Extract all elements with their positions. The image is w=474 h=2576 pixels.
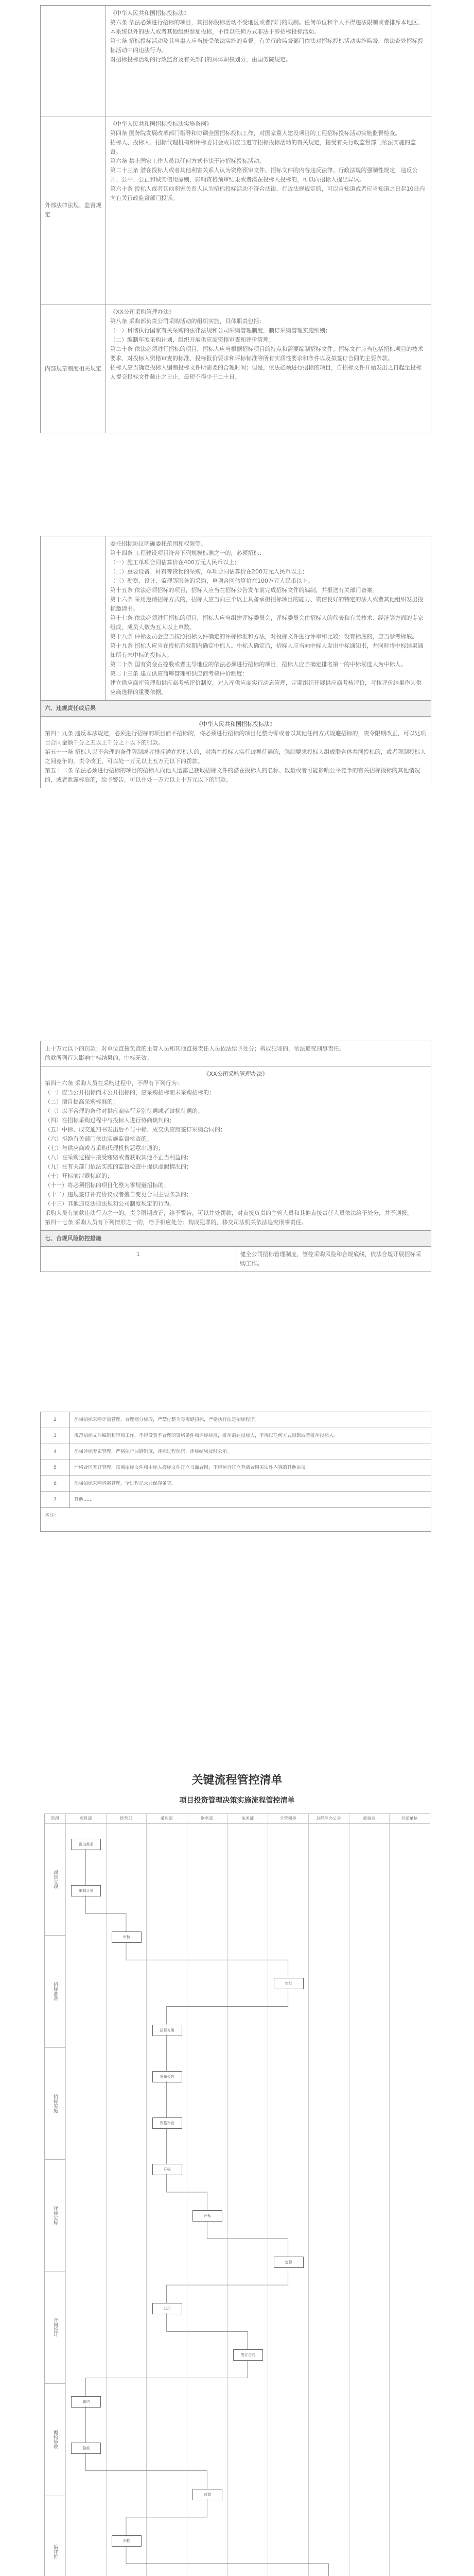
flowchart-title: 项目投资管理决策实施流程管控清单	[179, 1797, 295, 1805]
lane-header: 经营部	[106, 1814, 147, 1824]
clause-text: 委托招标协议明确委托范围和权限等。	[110, 540, 206, 547]
clause-text: （七）与供应商或者采购代理机构恶意串通的；	[45, 1145, 164, 1151]
measure-number: 7	[41, 1492, 70, 1508]
clause-text: 建立供应商库管理和供应商考核评价制度，对入库供应商实行动态管理，定期组织开展供应商考核评价，考核评价结果作为供应商选择的重要依据。	[110, 680, 422, 696]
lane-header: 法务部	[227, 1814, 268, 1824]
table-row	[41, 717, 431, 788]
regulation-table-section-2	[40, 536, 431, 788]
clause-text: 对招标投标活动的行政监督及有关部门的具体职权划分，由国务院规定。	[110, 56, 291, 63]
measure-text: 其他……	[70, 1492, 431, 1508]
clause-text: （四）在招标采购过程中与投标人进行协商谈判的；	[45, 1117, 175, 1124]
table-row	[41, 1460, 431, 1476]
flowchart-main-title: 关键流程管控清单	[191, 1774, 283, 1787]
flow-node: 审核	[112, 1931, 142, 1943]
lane-header: 董事会	[349, 1814, 390, 1824]
lane-header: 总经理办公会	[308, 1814, 349, 1824]
flow-connector	[207, 2221, 288, 2257]
measure-text: 加强招标采购计划管理，合理划分标段，严禁化整为零规避招标，严格执行法定招标程序。	[70, 1412, 431, 1428]
flow-node: 定标	[274, 2257, 304, 2268]
table-row	[41, 1508, 431, 1532]
clause-text: （五）中标、成交通知书发出后不与中标、成交供应商签订采购合同的；	[45, 1126, 226, 1133]
flow-node: 审批	[274, 1978, 304, 1989]
clause-text: 第十九条 招标人应当在投标有效期内确定中标人。中标人确定后，招标人应当向中标人发出中标通知书，并同时将中标结果通知所有未中标的投标人。	[110, 642, 424, 658]
flow-node: 提出需求	[71, 1839, 101, 1850]
table-row	[41, 536, 431, 701]
clause-text: 第八条 采购部负责公司采购活动的组织实施，具体职责包括：	[110, 318, 265, 325]
stage-label: 项目立项	[45, 1823, 65, 1936]
stage-label: 招标实施	[45, 2047, 65, 2160]
table-row	[41, 116, 431, 304]
clause-text: 第六条 禁止国家工作人员以任何方式非法干涉招标投标活动。	[110, 158, 265, 164]
table-row	[41, 1412, 431, 1428]
measure-number: 3	[41, 1428, 70, 1444]
row-content	[106, 304, 431, 433]
flow-connector	[85, 2453, 207, 2489]
table-row	[41, 1428, 431, 1444]
flow-connector	[167, 2174, 207, 2210]
stage-label: 后评价	[45, 2496, 65, 2576]
clause-text: 第四十九条 违反本法规定，必须进行招标的项目而不招标的，将必须进行招标的项目化整为零或者以其他任何方式规避招标的，责令限期改正，可以处项目合同金额千分之五以上千分之十以下的罚款。	[45, 730, 426, 746]
clause-text: 招标人、投标人、招标代理机构和评标委员会成员应当遵守招标投标活动的有关规定，接受有关行政监督部门依法实施的监督。	[110, 139, 416, 155]
clause-text: 第十六条 采用邀请招标方式的，招标人应当向三个以上具备承担招标项目的能力、资信良好的特定的法人或者其他组织发出投标邀请书。	[110, 596, 424, 612]
flow-node: 评标	[192, 2210, 222, 2222]
clause-text: 第十八条 评标委员会应当按照招标文件确定的评标标准和方法，对投标文件进行评审和比较；设有标底的，应当参考标底。	[110, 633, 418, 640]
lane-header: 阶段	[45, 1814, 65, 1824]
regulation-table	[40, 5, 431, 433]
clause-text: （六）拒绝有关部门依法实施监督检查的；	[45, 1136, 152, 1142]
lane-header: 外部单位	[389, 1814, 430, 1824]
clause-text: 第二十三条 潜在投标人或者其他利害关系人认为资格预审文件、招标文件的内容违反法律、行政法规的强制性规定，违反公开、公平、公正和诚实信用原则，影响资格预审结果或者潜在投标人投标的，可以向招标人提出异议。	[110, 167, 418, 183]
clause-text: 第二十条 国有资金占控股或者主导地位的依法必须进行招标的项目，招标人应当确定排名第一的中标候选人为中标人。	[110, 661, 407, 668]
flow-node: 发布公告	[152, 2071, 182, 2082]
flow-connector	[126, 2499, 207, 2535]
clause-text: 上十万元以下的罚款；对单位直接负责的主管人员和其他直接责任人员依法给予处分；构成犯罪的，依法追究刑事责任。	[45, 1045, 345, 1052]
flow-node: 招标方案	[152, 2025, 182, 2036]
row-content	[41, 717, 431, 788]
clause-text: （一）贯彻执行国家有关采购的法律法规和公司采购管理制度，制订采购管理实施细则；	[110, 327, 331, 334]
table-row	[41, 1041, 431, 1066]
measure-number: 6	[41, 1476, 70, 1492]
clause-text: 第十七条 依法必须进行招标的项目，招标人应当组建评标委员会，评标委员会由招标人的代表和有关技术、经济等方面的专家组成，成员人数为五人以上单数。	[110, 615, 424, 631]
clause-text: （二）重要设备、材料等货物的采购，单项合同估算价在200万元人民币以上；	[110, 568, 308, 575]
flow-node: 开标	[152, 2164, 182, 2175]
clause-text: （十一）将必须招标的项目化整为零规避招标的；	[45, 1182, 169, 1189]
flow-node: 验收	[71, 2443, 101, 2454]
clause-text: 前款所列行为影响中标结果的，中标无效。	[45, 1055, 152, 1061]
clause-text: （八）在采购过程中接受贿赂或者获取其他不正当利益的；	[45, 1154, 192, 1161]
clause-text: 采购人员有前款违法行为之一的，责令限期改正，给予警告，可以并处罚款，对直接负责的主管人员和其他直接责任人员依法给予处分，并予通报。	[45, 1210, 413, 1216]
flow-connector	[85, 1895, 126, 1931]
flow-node: 签订合同	[233, 2349, 263, 2361]
lane-header: 采购部	[146, 1814, 187, 1824]
measure-text: 加强评标专家管理，严格执行回避制度，评标过程保密，评标结果及时公示。	[70, 1444, 431, 1460]
measure-number: 5	[41, 1460, 70, 1476]
row-label: 外部法律法规、监督规定	[41, 116, 106, 304]
section-heading-row	[41, 701, 431, 717]
clause-text: 第四十七条 采购人员有下列情形之一的，给予相应处分；构成犯罪的，移交司法机关依法追究刑事责任。	[45, 1219, 307, 1226]
clause-text: 第二十条 依法必须进行招标的项目，招标人应当根据招标项目的特点和需要编制招标文件。招标文件应当包括招标项目的技术要求、对投标人资格审查的标准、投标报价要求和评标标准等所有实质性要求和条件以及拟签订合同的主要条款。	[110, 346, 424, 362]
clause-text: （三）勘察、设计、监理等服务的采购，单项合同估算价在100万元人民币以上。	[110, 578, 313, 584]
clause-text: 第十四条 工程建设项目符合下列规模标准之一的，必须招标：	[110, 550, 265, 556]
stage-label: 合同签订	[45, 2272, 65, 2384]
flow-node: 履约	[71, 2396, 101, 2408]
reg-title: 《XX公司采购管理办法》	[203, 1071, 268, 1077]
table-row	[41, 1492, 431, 1508]
clause-text: （二）擅自提高采购标准的；	[45, 1098, 118, 1105]
measure-text: 加强招标采购档案管理，全过程记录并保存备查。	[70, 1476, 431, 1492]
row-label: 内部规章制度相关规定	[41, 304, 106, 433]
clause-text: 第六条 依法必须进行招标的项目，其招标投标活动不受地区或者部门的限制。任何单位和个人不得违法限制或者排斥本地区、本系统以外的法人或者其他组织参加投标，不得以任何方式非法干涉招标投标活动。	[110, 19, 424, 35]
lane-header: 分管领导	[268, 1814, 308, 1824]
regulation-table-section-1	[40, 5, 431, 433]
process-flowchart	[44, 1814, 430, 2576]
clause-text: 第十五条 依法必须招标的项目，招标人应当在招标公告发布前完成招标文件的编制，并报送有关部门备案。	[110, 587, 378, 594]
row-content	[41, 1041, 431, 1066]
remark-label: 备注：	[41, 1508, 431, 1532]
clause-text: （二）编制年度采购计划，组织开展供应商资格审查和评价管理；	[110, 336, 274, 343]
row-content	[106, 6, 431, 116]
clause-text: 第五十一条 招标人以不合理的条件限制或者排斥潜在投标人的，对潜在投标人实行歧视待遇的，强制要求投标人组成联合体共同投标的，或者限制投标人之间竞争的，责令改正，可以处一万元以上五万元以下的罚款。	[45, 749, 426, 765]
law-title: 《中华人民共和国招标投标法》	[196, 721, 275, 727]
flow-connector	[126, 2546, 328, 2576]
clause-text: （三）以不合理的条件对供应商实行差别待遇或者歧视待遇的；	[45, 1108, 203, 1114]
stage-label: 评标定标	[45, 2159, 65, 2272]
flow-connector	[167, 2267, 288, 2303]
table-row	[41, 1247, 431, 1272]
table-row	[41, 1066, 431, 1231]
clause-text: 第六十条 投标人或者其他利害关系人认为招标投标活动不符合法律、行政法规规定的，可以自知道或者应当知道之日起10日内向有关行政监督部门投诉。	[110, 185, 425, 201]
clause-text: 招标人应当确定投标人编制投标文件所需要的合理时间；但是，依法必须进行招标的项目，自招标文件开始发出之日起至投标人提交投标文件截止之日止，最短不得少于二十日。	[110, 364, 422, 380]
table-row	[41, 1476, 431, 1492]
row-label	[41, 536, 106, 701]
table-row	[41, 1444, 431, 1460]
row-content	[106, 116, 431, 304]
clause-text: （十三）其他违反法律法规和公司制度规定的行为。	[45, 1200, 175, 1207]
lane-header: 财务部	[187, 1814, 227, 1824]
flow-node: 归档	[112, 2535, 142, 2547]
measure-text: 严格合同签订管理，按照招标文件和中标人投标文件订立书面合同，不得另行订立背离合同实质性内容的其他协议。	[70, 1460, 431, 1476]
flow-node: 编制计划	[71, 1885, 101, 1896]
stage-label: 招标准备	[45, 1935, 65, 2047]
clause-text: 第五十二条 依法必须进行招标的项目的招标人向他人透露已获取招标文件的潜在投标人的名称、数量或者可能影响公平竞争的有关招标投标的其他情况的，或者泄露标底的，给予警告，可以并处一万元以上十万元以下的罚款。	[45, 767, 420, 783]
clause-text: 第四十六条 采购人员在采购过程中，不得有下列行为：	[45, 1080, 183, 1087]
clause-text: 第二十三条 建立供应商库管理和供应商考核评价制度：	[110, 670, 248, 677]
measure-number: 2	[41, 1412, 70, 1428]
measures-table	[40, 1412, 431, 1532]
flow-connector	[85, 2360, 248, 2396]
clause-text: 第四条 国务院发展改革部门指导和协调全国招标投标工作，对国家重大建设项目的工程招标投标活动实施监督检查。	[110, 130, 401, 137]
flow-connector	[126, 1942, 288, 1978]
reg-title: 《XX公司采购管理办法》	[110, 309, 175, 315]
flow-connector	[167, 1988, 288, 2024]
lane-header: 项目部	[65, 1814, 106, 1824]
clause-text: 第七条 招标投标活动及其当事人应当接受依法实施的监督。有关行政监督部门依法对招标投标活动实施监督，依法查处招标投标活动中的违法行为。	[110, 38, 424, 54]
flow-node: 资格审查	[152, 2117, 182, 2129]
regulation-table	[40, 1041, 431, 1272]
measures-table-section	[40, 1412, 431, 1532]
stage-label: 履约验收	[45, 2383, 65, 2496]
measure-number: 1	[41, 1247, 236, 1272]
section-heading: 六、违规责任或后果	[41, 701, 431, 717]
regulation-table-section-3	[40, 1041, 431, 1272]
clause-text: （十二）违规签订补充协议或者擅自变更合同主要条款的；	[45, 1191, 192, 1198]
clause-text: （一）应当公开招标而未公开招标的，应采购招标而未采购招标的；	[45, 1089, 215, 1096]
section-heading-row	[41, 1231, 431, 1247]
table-row	[41, 6, 431, 116]
row-content	[106, 536, 431, 701]
section-heading: 七、合规风险防控措施	[41, 1231, 431, 1247]
measure-text: 健全公司招标管理制度，管控采购风险和合规底线，依法合规开展招标采购工作。	[236, 1247, 431, 1272]
row-label	[41, 6, 106, 116]
flow-node: 付款	[192, 2489, 222, 2500]
table-row	[41, 304, 431, 433]
clause-text: （十）开标前泄露标底的；	[45, 1173, 113, 1179]
regulation-table	[40, 536, 431, 788]
law-title: 《中华人民共和国招标投标法实施条例》	[110, 121, 212, 127]
measure-number: 4	[41, 1444, 70, 1460]
law-title: 《中华人民共和国招标投标法》	[110, 10, 189, 16]
flow-connectors	[45, 1814, 430, 2576]
clause-text: （一）施工单项合同估算价在400万元人民币以上；	[110, 559, 240, 566]
row-content	[41, 1066, 431, 1231]
flow-connector	[167, 2313, 248, 2349]
clause-text: （九）在有关部门依法实施的监督检查中提供虚假情况的；	[45, 1163, 192, 1170]
flow-node: 公示	[152, 2303, 182, 2314]
measure-text: 规范招标文件编制和审核工作，不得设置不合理的资格条件和评标标准，排斥潜在投标人，不得以任何方式限制或者排斥投标人。	[70, 1428, 431, 1444]
